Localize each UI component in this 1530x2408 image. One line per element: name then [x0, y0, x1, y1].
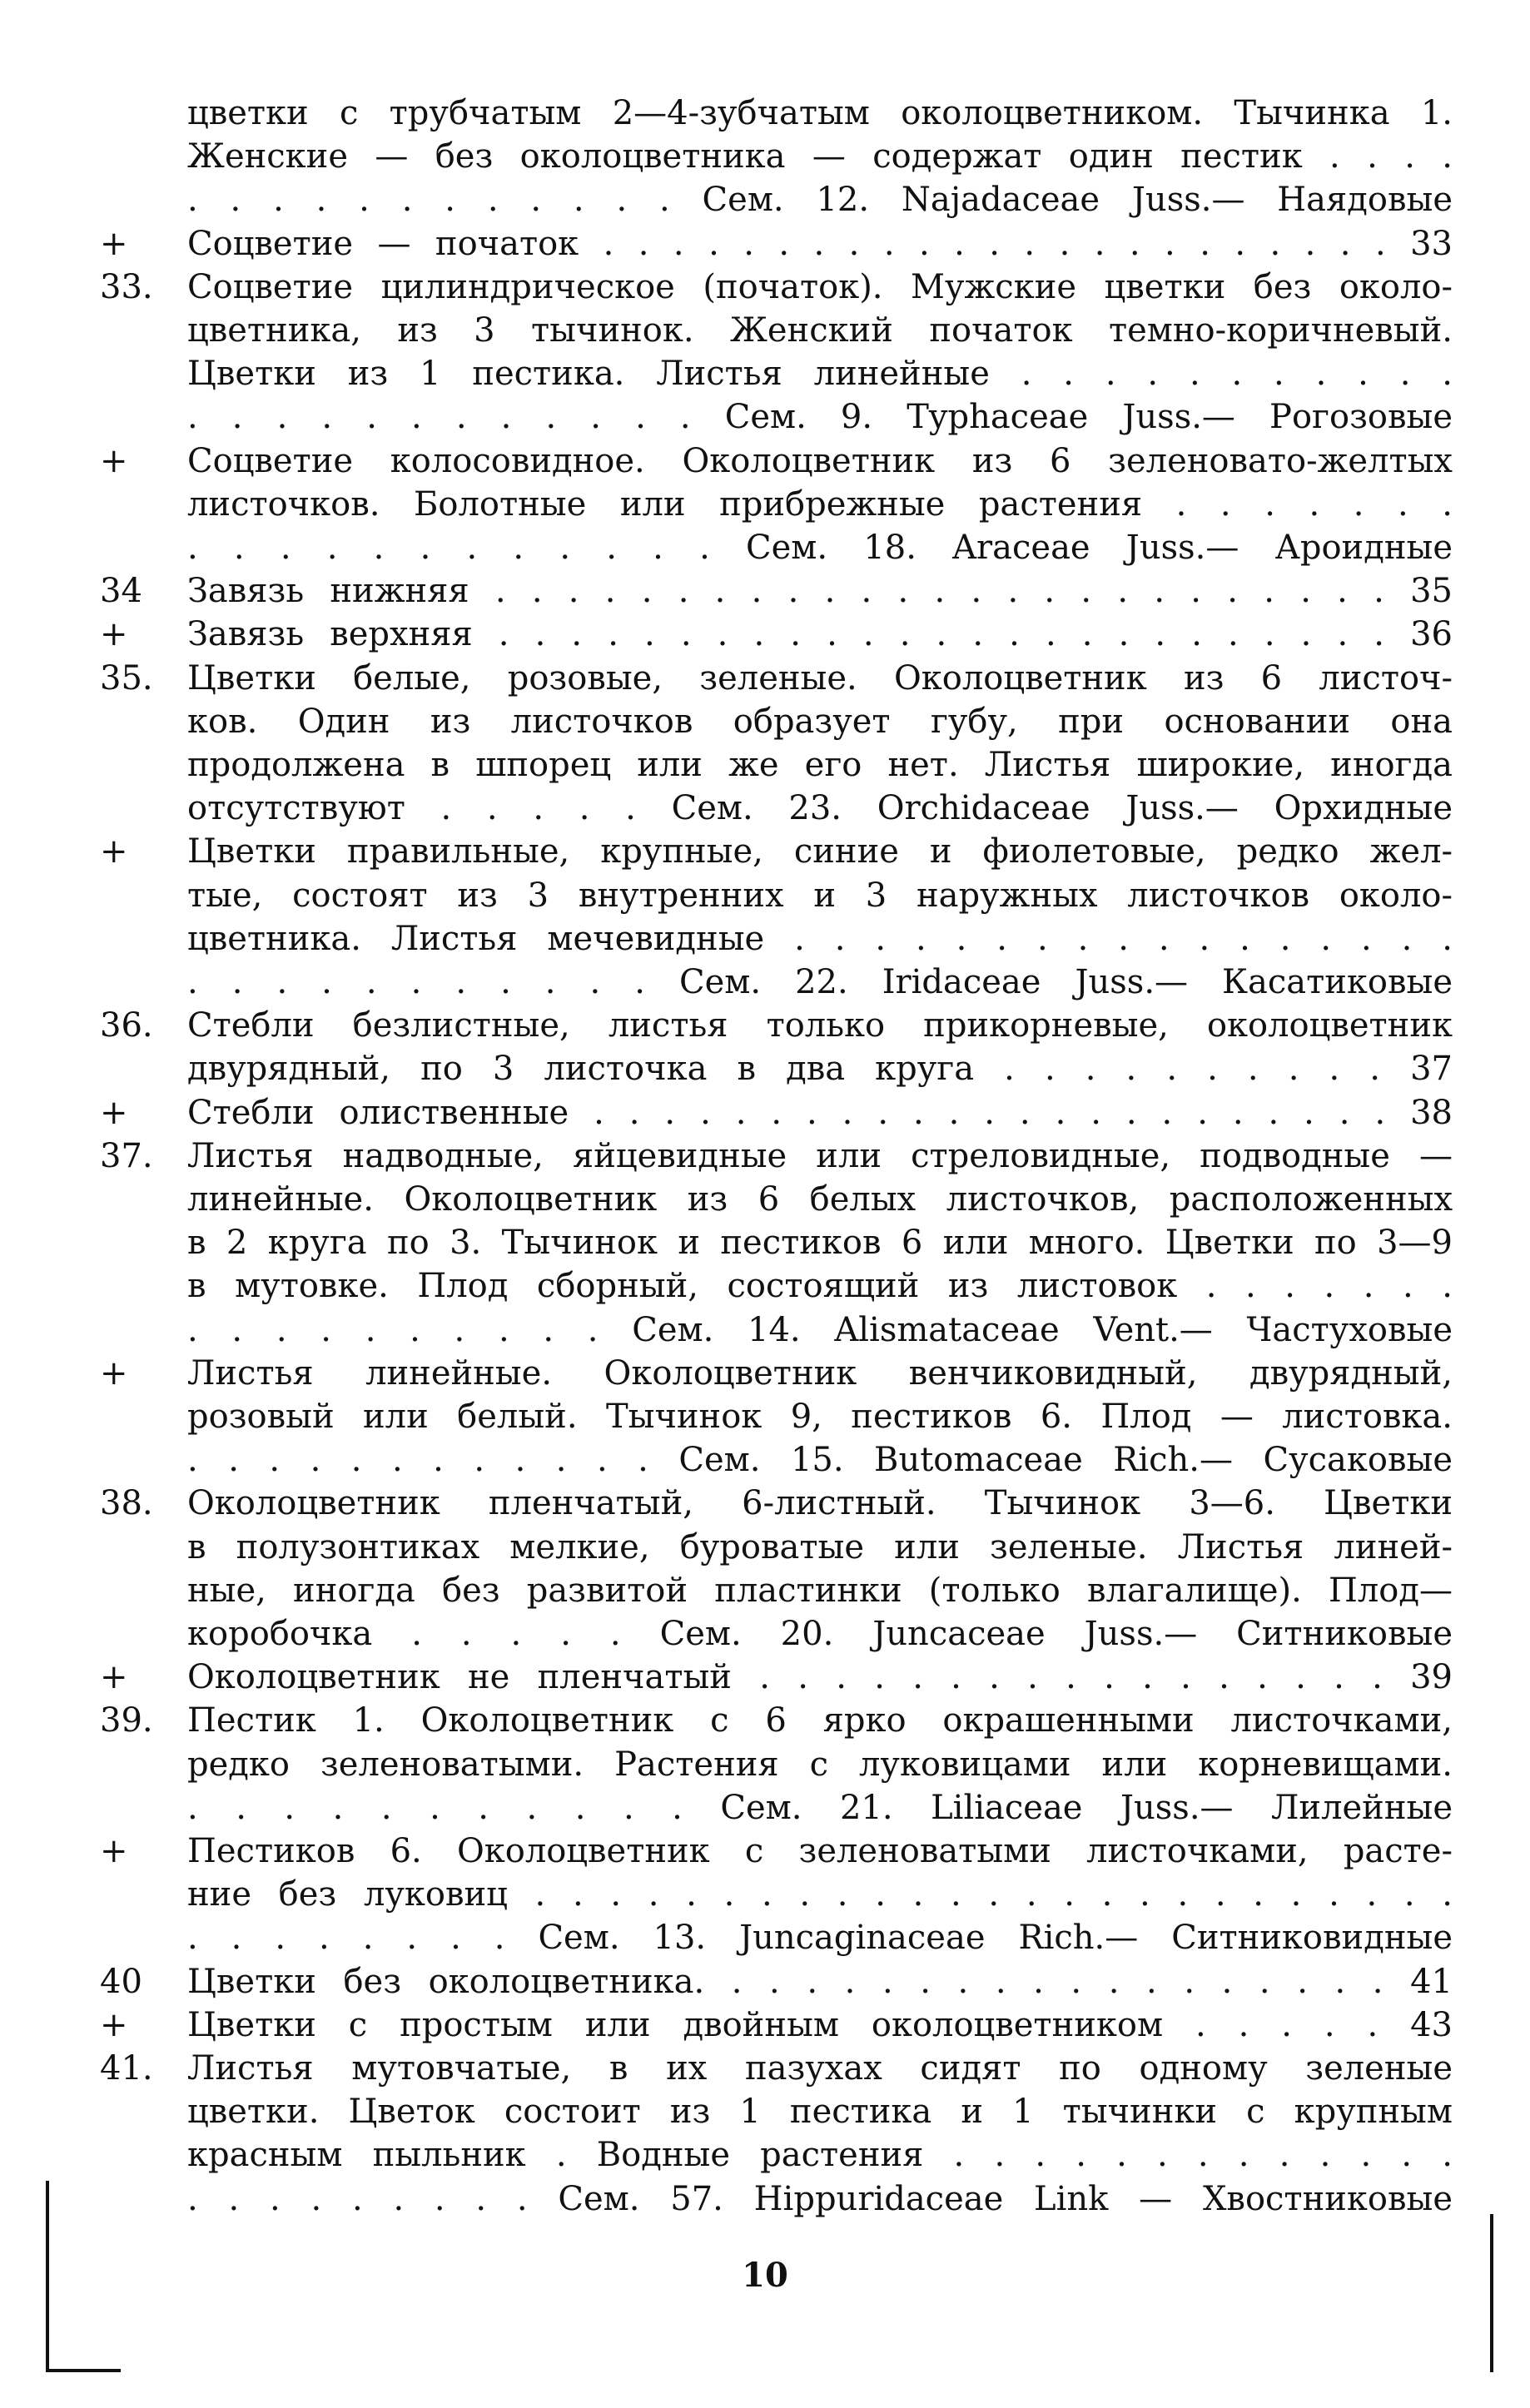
text-line: [0, 483, 1530, 526]
line-text: отсутствуют . . . . . Сем. 23. Orchidaceae Juss.— Орхидные: [187, 789, 1453, 828]
line-text: . . . . . . . . . . Сем. 14. Alismataceae Vent.— Частуховые: [187, 1310, 1453, 1349]
text-line: [0, 613, 1530, 656]
line-text: цветника, из 3 тычинок. Женский початок темно-коричневый.: [187, 311, 1453, 350]
right-margin-rule: [1490, 2214, 1493, 2372]
line-marker: 41.: [100, 2049, 153, 2088]
line-text: . . . . . . . . Сем. 13. Juncaginaceae Rich.— Ситниковидные: [187, 1919, 1453, 1958]
line-marker: 33.: [100, 267, 153, 306]
text-line: [0, 1786, 1530, 1830]
text-line: [0, 1308, 1530, 1352]
text-line: [0, 439, 1530, 483]
line-marker: 39.: [100, 1701, 153, 1740]
line-text: . . . . . . . . . . . . Сем. 12. Najadaceae Juss.— Наядовые: [187, 181, 1453, 220]
line-text: в полузонтиках мелкие, буроватые или зеленые. Листья линей-: [187, 1527, 1453, 1566]
text-line: [0, 1482, 1530, 1525]
line-text: . . . . . . . . . . . Сем. 22. Iridaceae Juss.— Касатиковые: [187, 963, 1453, 1001]
line-marker: 35.: [100, 658, 153, 698]
text-line: [0, 266, 1530, 309]
line-text: Листья линейные. Околоцветник венчиковидный, двурядный,: [187, 1353, 1453, 1393]
text-line: [0, 1352, 1530, 1395]
text-line: [0, 395, 1530, 439]
line-marker: 36.: [100, 1006, 153, 1045]
line-text: розовый или белый. Тычинок 9, пестиков 6. Плод — листовка.: [187, 1398, 1453, 1436]
line-marker: +: [100, 832, 128, 871]
line-text: Пестиков 6. Околоцветник с зеленоватыми листочками, расте-: [187, 1832, 1453, 1870]
text-line: [0, 1569, 1530, 1612]
line-marker: +: [100, 224, 128, 263]
text-line: [0, 1264, 1530, 1308]
text-line: [0, 2003, 1530, 2047]
line-text: . . . . . . . . . . . . Сем. 15. Butomaceae Rich.— Сусаковые: [187, 1441, 1453, 1480]
line-marker: +: [100, 1353, 128, 1393]
line-text: . . . . . . . . . . . Сем. 21. Liliaceae Juss.— Лилейные: [187, 1788, 1453, 1827]
line-text: Завязь верхняя . . . . . . . . . . . . . . . . . . . . . . . . . 36: [187, 615, 1453, 654]
page-number: 10: [742, 2256, 788, 2295]
line-text: двурядный, по 3 листочка в два круга . . . . . . . . . . 37: [187, 1050, 1453, 1089]
line-text: Соцветие — початок . . . . . . . . . . . . . . . . . . . . . . . 33: [187, 224, 1453, 263]
line-text: Соцветие колосовидное. Околоцветник из 6 зеленовато-желтых: [187, 441, 1453, 480]
text-line: [0, 743, 1530, 787]
text-line: [0, 1091, 1530, 1134]
line-text: красным пыльник . Водные растения . . . . . . . . . . . . .: [187, 2136, 1453, 2175]
line-text: в 2 круга по 3. Тычинок и пестиков 6 или много. Цветки по 3—9: [187, 1224, 1453, 1263]
line-marker: 40: [100, 1962, 142, 2001]
text-line: [0, 700, 1530, 743]
text-line: [0, 1526, 1530, 1569]
text-line: [0, 352, 1530, 395]
line-marker: +: [100, 1093, 128, 1132]
text-line: [0, 569, 1530, 613]
line-text: Стебли безлистные, листья только прикорневые, околоцветник: [187, 1006, 1453, 1045]
line-text: Цветки правильные, крупные, синие и фиолетовые, редко жел-: [187, 832, 1453, 871]
text-line: [0, 222, 1530, 266]
line-text: Листья мутовчатые, в их пазухах сидят по одному зеленые: [187, 2049, 1453, 2088]
line-text: Цветки без околоцветника. . . . . . . . . . . . . . . . . . . 41: [187, 1962, 1453, 2001]
text-line: [0, 526, 1530, 569]
line-text: Цветки белые, розовые, зеленые. Околоцветник из 6 листоч-: [187, 658, 1453, 698]
line-text: цветника. Листья мечевидные . . . . . . . . . . . . . . . . .: [187, 919, 1453, 958]
text-line: [0, 1221, 1530, 1264]
text-line: [0, 1699, 1530, 1742]
line-text: цветки с трубчатым 2—4-зубчатым околоцветником. Тычинка 1.: [187, 94, 1453, 132]
text-line: [0, 2177, 1530, 2221]
line-text: Стебли олиственные . . . . . . . . . . . . . . . . . . . . . . . 38: [187, 1093, 1453, 1132]
line-text: ные, иногда без развитой пластинки (только влагалище). Плод—: [187, 1571, 1453, 1610]
text-line: [0, 2133, 1530, 2177]
line-text: . . . . . . . . . . . . Сем. 18. Araceae Juss.— Ароидные: [187, 529, 1453, 567]
line-marker: +: [100, 441, 128, 480]
line-marker: 38.: [100, 1484, 153, 1523]
line-text: . . . . . . . . . Сем. 57. Hippuridaceae Link — Хвостниковые: [187, 2179, 1453, 2218]
line-marker: +: [100, 1658, 128, 1697]
line-marker: +: [100, 2005, 128, 2044]
line-text: Околоцветник не пленчатый . . . . . . . . . . . . . . . . . 39: [187, 1658, 1453, 1697]
line-marker: 34: [100, 572, 142, 611]
line-text: Соцветие цилиндрическое (початок). Мужские цветки без около-: [187, 267, 1453, 306]
text-line: [0, 961, 1530, 1004]
line-text: листочков. Болотные или прибрежные растения . . . . . . .: [187, 484, 1453, 524]
line-text: Цветки с простым или двойным околоцветником . . . . . 43: [187, 2005, 1453, 2044]
text-line: [0, 309, 1530, 352]
line-text: редко зеленоватыми. Растения с луковицами или корневищами.: [187, 1745, 1453, 1784]
line-text: Цветки из 1 пестика. Листья линейные . . . . . . . . . . .: [187, 355, 1453, 394]
text-line: [0, 1612, 1530, 1656]
text-line: [0, 92, 1530, 135]
line-text: цветки. Цветок состоит из 1 пестика и 1 тычинки с крупным: [187, 2093, 1453, 2132]
line-marker: 37.: [100, 1136, 153, 1175]
text-line: [0, 1395, 1530, 1438]
line-marker: +: [100, 1832, 128, 1870]
line-text: в мутовке. Плод сборный, состоящий из листовок . . . . . . .: [187, 1267, 1453, 1306]
text-line: [0, 1134, 1530, 1178]
text-line: [0, 1960, 1530, 2003]
text-line: [0, 1916, 1530, 1959]
text-line: [0, 2047, 1530, 2090]
left-margin-rule: [46, 2181, 49, 2372]
line-text: Завязь нижняя . . . . . . . . . . . . . . . . . . . . . . . . . 35: [187, 572, 1453, 611]
line-text: продолжена в шпорец или же его нет. Листья широкие, иногда: [187, 746, 1453, 784]
text-line: [0, 1004, 1530, 1047]
text-line: [0, 178, 1530, 221]
left-margin-foot: [46, 2369, 121, 2372]
text-line: [0, 1047, 1530, 1090]
text-line: [0, 1873, 1530, 1916]
text-line: [0, 830, 1530, 873]
text-line: [0, 1178, 1530, 1221]
text-line: [0, 1656, 1530, 1699]
line-marker: +: [100, 615, 128, 654]
text-line: [0, 135, 1530, 178]
line-text: Листья надводные, яйцевидные или стреловидные, подводные —: [187, 1136, 1453, 1175]
line-text: Околоцветник пленчатый, 6-листный. Тычинок 3—6. Цветки: [187, 1484, 1453, 1523]
text-line: [0, 917, 1530, 961]
text-line: [0, 787, 1530, 830]
line-text: линейные. Околоцветник из 6 белых листочков, расположенных: [187, 1180, 1453, 1219]
line-text: тые, состоят из 3 внутренних и 3 наружных листочков около-: [187, 876, 1453, 915]
text-line: [0, 2090, 1530, 2133]
line-text: Женские — без околоцветника — содержат один пестик . . . .: [187, 137, 1453, 176]
line-text: . . . . . . . . . . . . Сем. 9. Typhaceae Juss.— Рогозовые: [187, 398, 1453, 437]
text-line: [0, 657, 1530, 700]
text-line: [0, 874, 1530, 917]
line-text: Пестик 1. Околоцветник с 6 ярко окрашенными листочками,: [187, 1701, 1453, 1740]
line-text: коробочка . . . . . Сем. 20. Juncaceae Juss.— Ситниковые: [187, 1615, 1453, 1653]
text-line: [0, 1438, 1530, 1482]
line-text: ков. Один из листочков образует губу, при основании она: [187, 702, 1453, 741]
text-line: [0, 1743, 1530, 1786]
line-text: ние без луковиц . . . . . . . . . . . . . . . . . . . . . . . . .: [187, 1875, 1453, 1914]
text-line: [0, 1830, 1530, 1873]
